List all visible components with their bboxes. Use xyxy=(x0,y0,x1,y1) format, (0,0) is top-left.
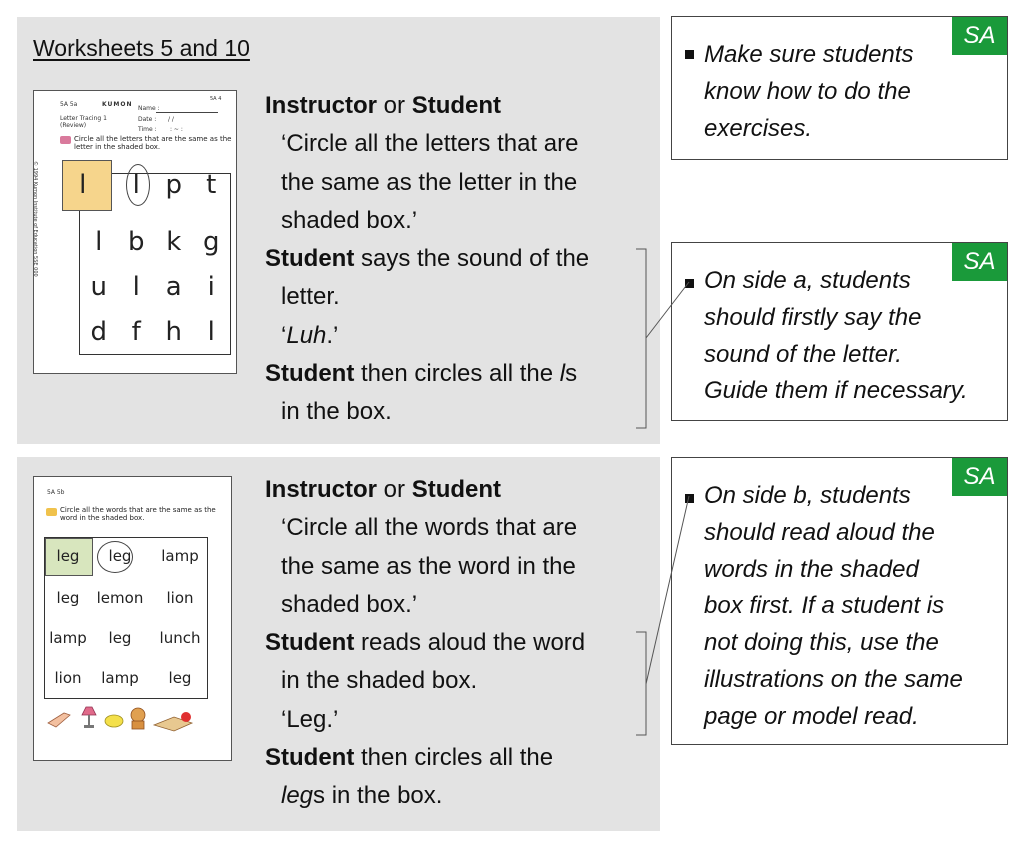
instruction-segment: the same as the word in the xyxy=(281,552,576,580)
instruction-line xyxy=(265,355,589,393)
instruction-segment: ‘Leg.’ xyxy=(281,705,339,733)
instruction-line xyxy=(265,548,585,586)
instruction-segment: reads aloud the word xyxy=(354,629,586,657)
worksheet-10-panel xyxy=(17,457,660,831)
instruction-segment: letter. xyxy=(281,283,340,311)
instruction-segment: Student xyxy=(411,92,502,119)
note-side-b xyxy=(671,457,1008,745)
worksheet-subtitle: Letter Tracing 1 xyxy=(60,115,107,122)
letter-cell: l xyxy=(132,169,140,200)
worksheet-subtitle-review: (Review) xyxy=(60,122,87,129)
note-line: Guide them if necessary. xyxy=(704,377,968,405)
letter-grid xyxy=(79,169,231,355)
copyright-text: © 1994 Kumon Institute of Education 5SE 000 xyxy=(32,161,38,277)
word-cell: lunch xyxy=(159,629,201,647)
worksheet-instruction: Circle all the letters that are the same as the letter in the shaded box. xyxy=(74,135,232,151)
letter-cell: f xyxy=(131,316,141,347)
instruction-segment: Luh xyxy=(286,321,327,349)
worksheet-5-panel xyxy=(17,17,660,444)
instruction-segment: says the sound of the xyxy=(354,245,590,273)
instruction-segment: then circles all the xyxy=(354,360,560,388)
note-line: On side a, students xyxy=(704,267,911,294)
letter-cell: i xyxy=(207,271,215,302)
instruction-line xyxy=(265,317,589,355)
letter-cell: k xyxy=(166,226,182,257)
instruction-segment: .’ xyxy=(326,321,339,349)
instruction-segment: Student xyxy=(265,245,355,273)
word-cell: lion xyxy=(54,669,82,687)
instruction-segment: in the shaded box. xyxy=(281,667,478,695)
word-cell: lemon xyxy=(96,589,144,607)
note-text xyxy=(704,478,963,736)
worksheet-code: 5A 5b xyxy=(47,489,65,496)
instruction-segment: s in the box. xyxy=(313,782,443,810)
instruction-segment: ‘ xyxy=(281,321,287,349)
word-cell: leg xyxy=(168,669,192,687)
instruction-segment: Instructor xyxy=(265,92,378,119)
worksheet-instruction: Circle all the words that are the same as the word in the shaded box. xyxy=(60,506,216,522)
instruction-line xyxy=(265,624,585,662)
instruction-segment: leg xyxy=(281,782,314,810)
instruction-segment: shaded box.’ xyxy=(281,590,418,618)
instruction-line xyxy=(265,164,589,202)
word-cell: lamp xyxy=(161,547,199,565)
word-cell: leg xyxy=(108,547,132,565)
letter-cell: u xyxy=(90,271,107,302)
note-line: words in the shaded xyxy=(704,555,919,583)
instruction-segment: Student xyxy=(411,476,502,503)
instruction-segment: or xyxy=(377,476,412,503)
worksheet-code: 5A 5a xyxy=(60,101,78,108)
note-side-a xyxy=(671,242,1008,421)
instruction-segment: then circles all the xyxy=(354,744,554,772)
note-line: On side b, students xyxy=(704,482,911,509)
letter-cell: l xyxy=(132,271,140,302)
letter-cell: h xyxy=(165,316,182,347)
word-cell: lion xyxy=(166,589,194,607)
instruction-line xyxy=(265,202,589,240)
word-cell: leg xyxy=(108,629,132,647)
lemon-illustration xyxy=(105,715,123,727)
worksheet-5b-thumbnail xyxy=(33,476,232,761)
name-field-line xyxy=(156,112,218,113)
note-line: Make sure students xyxy=(704,41,914,68)
note-line: sound of the letter. xyxy=(704,340,902,368)
name-field-label: Name : xyxy=(138,105,160,112)
illustration-row xyxy=(34,697,231,757)
sa-badge: SA xyxy=(952,17,1007,55)
note-line: box first. If a student is xyxy=(704,592,945,620)
instruction-segment: shaded box.’ xyxy=(281,206,418,234)
note-line: should read aloud the xyxy=(704,518,935,546)
letter-cell: t xyxy=(206,169,217,200)
note-make-sure xyxy=(671,16,1008,160)
bullet-icon xyxy=(685,50,694,59)
instruction-segment: the same as the letter in the xyxy=(281,168,578,196)
note-line: exercises. xyxy=(704,114,813,142)
letter-cell: p xyxy=(165,169,182,200)
lamp-illustration xyxy=(82,707,96,728)
instruction-segment: Student xyxy=(265,629,355,657)
word-cell: lamp xyxy=(101,669,139,687)
sa-badge: SA xyxy=(952,243,1007,281)
date-field-label: Date : xyxy=(138,116,157,123)
instruction-line xyxy=(265,125,589,163)
instruction-line xyxy=(265,393,589,431)
note-text xyxy=(704,37,913,147)
note-line: illustrations on the same xyxy=(704,665,963,693)
worksheet-page-number: 5A 4 xyxy=(210,96,222,102)
instruction-segment: in the box. xyxy=(281,398,392,426)
instruction-line xyxy=(265,87,589,125)
note-line: not doing this, use the xyxy=(704,629,939,657)
letter-cell: g xyxy=(202,226,220,257)
word-cell: leg xyxy=(56,589,80,607)
letter-cell: l xyxy=(207,316,215,347)
section-title: Worksheets 5 and 10 xyxy=(33,35,250,61)
date-field-marks: / / xyxy=(168,116,174,123)
instruction-line xyxy=(265,586,585,624)
instruction-segment: s xyxy=(565,360,578,388)
instruction-text-side-a xyxy=(265,87,589,432)
bullet-icon xyxy=(685,279,694,288)
note-line: should firstly say the xyxy=(704,303,922,331)
instruction-line xyxy=(265,701,585,739)
instruction-line xyxy=(265,278,589,316)
instruction-segment: l xyxy=(559,360,566,388)
leg-illustration xyxy=(48,713,70,727)
letter-cell: a xyxy=(165,271,182,302)
word-cell: lamp xyxy=(49,629,87,647)
instruction-text-side-b xyxy=(265,471,585,816)
instruction-segment: Student xyxy=(265,744,355,772)
instruction-segment: or xyxy=(377,92,412,119)
instruction-segment: ‘Circle all the words that are xyxy=(281,514,578,542)
bullet-icon xyxy=(685,494,694,503)
instruction-line xyxy=(265,471,585,509)
instruction-segment: Instructor xyxy=(265,476,378,503)
word-grid xyxy=(44,537,208,699)
instruction-segment: Student xyxy=(265,360,355,388)
lunch-illustration xyxy=(154,712,192,731)
instruction-segment: ‘Circle all the letters that are xyxy=(281,130,579,158)
instruction-line xyxy=(265,739,585,777)
worksheet-5a-thumbnail xyxy=(33,90,237,374)
time-field-marks: : ~ : xyxy=(170,126,183,133)
instruction-line xyxy=(265,240,589,278)
letter-cell: d xyxy=(90,316,107,347)
house-icon xyxy=(46,508,57,516)
instruction-line xyxy=(265,777,585,815)
letter-cell: b xyxy=(127,226,145,257)
house-icon xyxy=(60,136,71,144)
sa-badge: SA xyxy=(952,458,1007,496)
letter-cell: l xyxy=(95,226,103,257)
note-text xyxy=(704,263,968,410)
kumon-logo: KUMON xyxy=(102,101,133,108)
note-line: page or model read. xyxy=(704,702,919,730)
instruction-line xyxy=(265,509,585,547)
lion-illustration xyxy=(131,708,145,729)
instruction-line xyxy=(265,662,585,700)
letter-cell: l xyxy=(79,169,87,200)
time-field-label: Time : xyxy=(138,126,157,133)
word-cell: leg xyxy=(56,547,80,565)
note-line: know how to do the xyxy=(704,77,911,105)
